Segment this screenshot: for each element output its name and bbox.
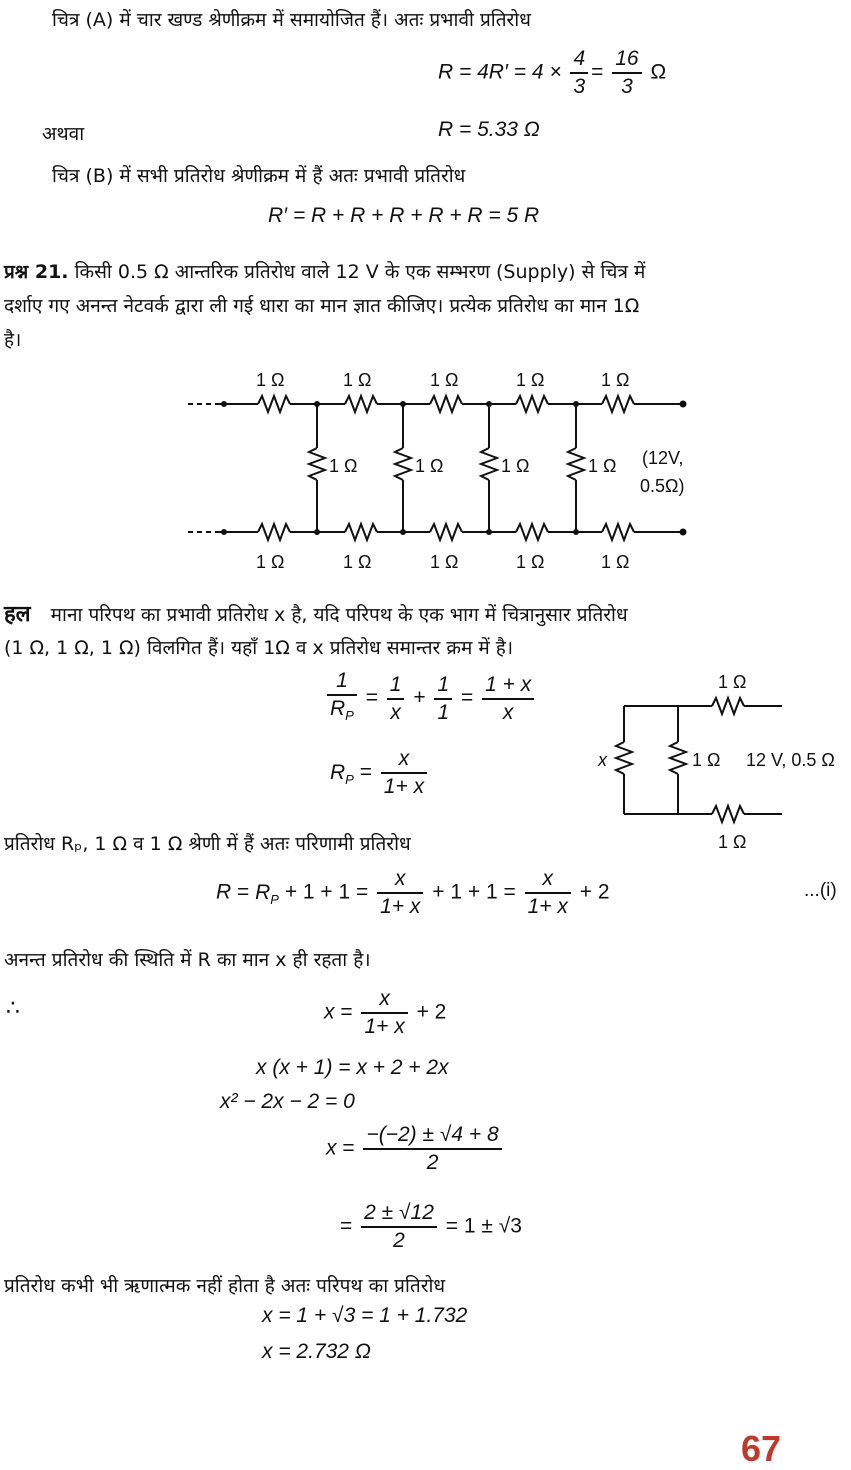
- question-label: प्रश्न 21.: [4, 261, 69, 283]
- eq1-fraction-16-3: $\frac{16}{3}$: [612, 46, 641, 100]
- equation-r-total: $R = R_P + 1 + 1$ = $\frac{x}{1+ x}$ + 1 + 1 = $\frac{x}{1+ x}$ + 2: [216, 867, 610, 918]
- equation-quadratic-root: x = $\frac{-(-2) \pm √4 + 8}{2}$: [326, 1122, 505, 1176]
- solution-text-1: माना परिपथ का प्रभावी प्रतिरोध x है, यदि परिपथ के एक भाग में चित्रानुसार प्रतिरोध: [50, 604, 628, 626]
- shunt-resistor-label: 1 Ω: [692, 750, 721, 770]
- bottom-resistor-label: 1 Ω: [516, 552, 545, 572]
- intro-line-1: चित्र (A) में चार खण्ड श्रेणीक्रम में समायोजित हैं। अतः प्रभावी प्रतिरोध: [52, 9, 531, 31]
- page-number: 67: [740, 1428, 781, 1469]
- equation-quadratic: x² − 2x − 2 = 0: [220, 1090, 355, 1113]
- solution-line-2: (1 Ω, 1 Ω, 1 Ω) विलगित हैं। यहाँ 1Ω व x प्रतिरोध समान्तर क्रम में है।: [4, 637, 514, 659]
- solution-line-1: [4, 598, 628, 628]
- top-resistor-label: 1 Ω: [718, 672, 747, 692]
- top-resistor-label: 1 Ω: [256, 370, 285, 390]
- question-line-1: [4, 258, 645, 284]
- shunt-resistor-label: 1 Ω: [329, 456, 358, 476]
- solution-line-3: प्रतिरोध Rₚ, 1 Ω व 1 Ω श्रेणी में हैं अतः परिणामी प्रतिरोध: [4, 833, 411, 855]
- supply-label: 12 V, 0.5 Ω: [746, 750, 835, 770]
- bottom-resistor-label: 1 Ω: [430, 552, 459, 572]
- shunt-resistor-label: 1 Ω: [588, 456, 617, 476]
- eq1-lhs: R = 4R′ = 4 ×: [438, 60, 562, 84]
- bottom-resistor-label: 1 Ω: [256, 552, 285, 572]
- shunt-resistor-label: 1 Ω: [415, 456, 444, 476]
- equation-final-value: x = 2.732 Ω: [262, 1340, 371, 1363]
- solution-label: हल: [4, 602, 31, 627]
- equation-rp: $R_P$ = $\frac{x}{1+ x}$: [330, 746, 430, 800]
- question-line-3: है।: [4, 329, 22, 351]
- equation-quadratic-root-simplified: = $\frac{2 \pm √12}{2}$ = 1 ± √3: [340, 1201, 522, 1252]
- infinite-ladder-circuit: [180, 360, 710, 575]
- athva-label: अथवा: [42, 123, 85, 145]
- equation-r-prime: R′ = R + R + R + R + R = 5 R: [268, 204, 540, 227]
- equivalent-circuit: [590, 664, 848, 856]
- question-text-1: किसी 0.5 Ω आन्तरिक प्रतिरोध वाले 12 V के एक सम्भरण (Supply) से चित्र में: [74, 261, 646, 283]
- shunt-resistor-label: 1 Ω: [501, 456, 530, 476]
- solution-line-4: अनन्त प्रतिरोध की स्थिति में R का मान x ही रहता है।: [4, 949, 371, 971]
- therefore-symbol: ∴: [6, 996, 20, 1021]
- equation-tag-i: ...(i): [804, 880, 837, 901]
- supply-label-resistance: 0.5Ω): [640, 476, 685, 496]
- bottom-resistor-label: 1 Ω: [601, 552, 630, 572]
- equation-parallel: $\frac{1}{R_P}$ = $\frac{1}{x}$ + $\frac{1}{1}$ = $\frac{1 + x}{x}$: [324, 668, 537, 729]
- x-resistor-label: x: [598, 750, 607, 770]
- intro-line-2: चित्र (B) में सभी प्रतिरोध श्रेणीक्रम में हैं अतः प्रभावी प्रतिरोध: [52, 165, 466, 187]
- top-resistor-label: 1 Ω: [343, 370, 372, 390]
- bottom-resistor-label: 1 Ω: [718, 832, 747, 852]
- equation-x-expand: x (x + 1) = x + 2 + 2x: [256, 1056, 449, 1079]
- top-resistor-label: 1 Ω: [430, 370, 459, 390]
- supply-label-voltage: (12V,: [642, 448, 684, 468]
- solution-line-5: प्रतिरोध कभी भी ऋणात्मक नहीं होता है अतः परिपथ का प्रतिरोध: [4, 1275, 446, 1297]
- top-resistor-label: 1 Ω: [601, 370, 630, 390]
- top-resistor-label: 1 Ω: [516, 370, 545, 390]
- bottom-resistor-label: 1 Ω: [343, 552, 372, 572]
- eq1-fraction-4-3: $\frac{4}{3}$: [570, 46, 588, 100]
- equation-r-533: R = 5.33 Ω: [438, 118, 540, 141]
- equation-r-4r: R = 4R′ = 4 × $\frac{4}{3}$ = $\frac{16}{3}$ Ω: [438, 47, 667, 98]
- equation-final-sum: x = 1 + √3 = 1 + 1.732: [262, 1304, 468, 1327]
- equation-x-self: x = $\frac{x}{1+ x}$ + 2: [324, 987, 447, 1038]
- question-line-2: दर्शाए गए अनन्त नेटवर्क द्वारा ली गई धारा का मान ज्ञात कीजिए। प्रत्येक प्रतिरोध का मान 1Ω: [4, 295, 640, 317]
